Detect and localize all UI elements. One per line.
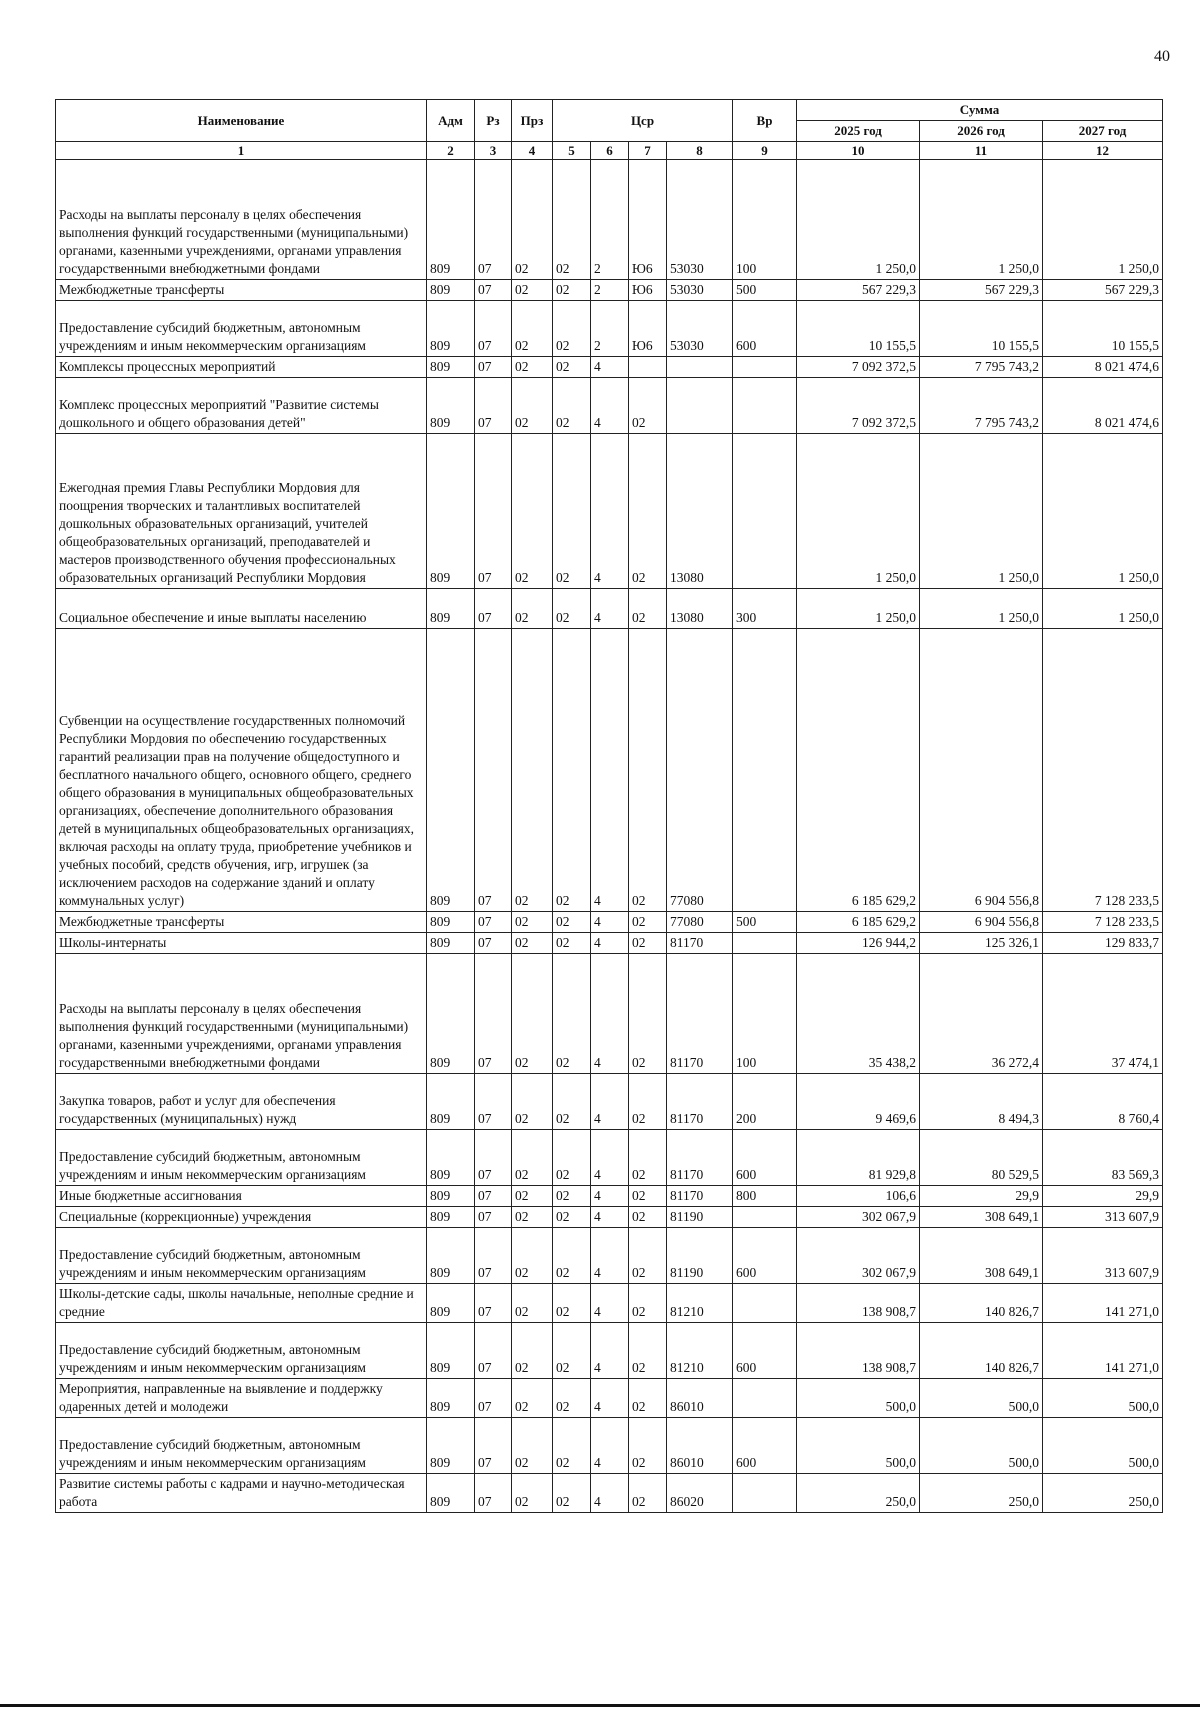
cell-c5: 02	[553, 1474, 591, 1513]
cell-prz: 02	[512, 1186, 553, 1207]
cell-name: Предоставление субсидий бюджетным, автономным учреждениям и иным некоммерческим организациям	[56, 1418, 427, 1474]
cell-s2026: 250,0	[920, 1474, 1043, 1513]
cell-c5: 02	[553, 933, 591, 954]
cell-prz: 02	[512, 280, 553, 301]
cell-s2026: 1 250,0	[920, 589, 1043, 629]
cell-prz: 02	[512, 1474, 553, 1513]
cell-prz: 02	[512, 1207, 553, 1228]
cell-c8: 53030	[667, 280, 733, 301]
table-row	[56, 1207, 1163, 1228]
cell-name: Специальные (коррекционные) учреждения	[56, 1207, 427, 1228]
cell-s2025: 138 908,7	[797, 1323, 920, 1379]
cell-c8: 86010	[667, 1379, 733, 1418]
cell-c8: 13080	[667, 434, 733, 589]
cell-name: Предоставление субсидий бюджетным, автономным учреждениям и иным некоммерческим организациям	[56, 1130, 427, 1186]
table-row	[56, 954, 1163, 1074]
cell-rz: 07	[475, 378, 512, 434]
cell-adm: 809	[427, 629, 475, 912]
cell-c6: 4	[591, 1474, 629, 1513]
cell-vr	[733, 1474, 797, 1513]
cell-vr: 500	[733, 912, 797, 933]
cell-vr: 100	[733, 954, 797, 1074]
cell-rz: 07	[475, 1228, 512, 1284]
header-sum: Сумма	[797, 100, 1163, 121]
cell-rz: 07	[475, 1379, 512, 1418]
table-row	[56, 357, 1163, 378]
cell-s2026: 1 250,0	[920, 434, 1043, 589]
cell-c6: 4	[591, 1228, 629, 1284]
cell-vr	[733, 629, 797, 912]
cell-c7: 02	[629, 1186, 667, 1207]
cell-s2026: 308 649,1	[920, 1207, 1043, 1228]
cell-name: Комплекс процессных мероприятий "Развитие системы дошкольного и общего образования детей"	[56, 378, 427, 434]
cell-vr: 100	[733, 160, 797, 280]
table-row	[56, 1186, 1163, 1207]
cell-c5: 02	[553, 357, 591, 378]
cell-s2025: 7 092 372,5	[797, 357, 920, 378]
cell-vr: 500	[733, 280, 797, 301]
cell-c7: 02	[629, 954, 667, 1074]
cell-c6: 4	[591, 1130, 629, 1186]
table-row	[56, 589, 1163, 629]
cell-s2026: 10 155,5	[920, 301, 1043, 357]
cell-prz: 02	[512, 589, 553, 629]
cell-rz: 07	[475, 1186, 512, 1207]
scan-edge-line	[0, 1704, 1200, 1707]
cell-c7: 02	[629, 1323, 667, 1379]
cell-name: Межбюджетные трансферты	[56, 912, 427, 933]
cell-vr: 600	[733, 1323, 797, 1379]
cell-c8: 81170	[667, 1074, 733, 1130]
cell-s2025: 138 908,7	[797, 1284, 920, 1323]
cell-vr	[733, 1284, 797, 1323]
cell-adm: 809	[427, 912, 475, 933]
header-name: Наименование	[56, 100, 427, 142]
cell-s2027: 567 229,3	[1043, 280, 1163, 301]
cell-vr	[733, 357, 797, 378]
column-number: 12	[1043, 142, 1163, 160]
header-2025: 2025 год	[797, 121, 920, 142]
cell-adm: 809	[427, 1323, 475, 1379]
cell-adm: 809	[427, 1074, 475, 1130]
cell-adm: 809	[427, 933, 475, 954]
cell-s2027: 313 607,9	[1043, 1228, 1163, 1284]
cell-s2027: 8 760,4	[1043, 1074, 1163, 1130]
column-number: 4	[512, 142, 553, 160]
column-number: 2	[427, 142, 475, 160]
column-number: 6	[591, 142, 629, 160]
table-row	[56, 1418, 1163, 1474]
cell-prz: 02	[512, 1379, 553, 1418]
cell-s2026: 308 649,1	[920, 1228, 1043, 1284]
cell-s2025: 10 155,5	[797, 301, 920, 357]
cell-s2025: 126 944,2	[797, 933, 920, 954]
table-row	[56, 160, 1163, 280]
cell-rz: 07	[475, 280, 512, 301]
cell-s2027: 1 250,0	[1043, 434, 1163, 589]
cell-s2025: 302 067,9	[797, 1228, 920, 1284]
table-row	[56, 1074, 1163, 1130]
cell-prz: 02	[512, 1074, 553, 1130]
cell-s2026: 140 826,7	[920, 1323, 1043, 1379]
cell-c5: 02	[553, 1130, 591, 1186]
cell-s2026: 8 494,3	[920, 1074, 1043, 1130]
cell-s2026: 500,0	[920, 1379, 1043, 1418]
table-row	[56, 434, 1163, 589]
cell-vr: 600	[733, 1130, 797, 1186]
cell-s2026: 567 229,3	[920, 280, 1043, 301]
table-row	[56, 912, 1163, 933]
table-row	[56, 1228, 1163, 1284]
cell-c7: 02	[629, 1207, 667, 1228]
column-number: 7	[629, 142, 667, 160]
cell-s2027: 129 833,7	[1043, 933, 1163, 954]
cell-c8	[667, 378, 733, 434]
cell-s2025: 81 929,8	[797, 1130, 920, 1186]
header-csr: Цср	[553, 100, 733, 142]
cell-s2025: 6 185 629,2	[797, 629, 920, 912]
cell-c6: 4	[591, 1074, 629, 1130]
cell-c7: 02	[629, 1418, 667, 1474]
cell-s2027: 1 250,0	[1043, 589, 1163, 629]
cell-rz: 07	[475, 954, 512, 1074]
cell-rz: 07	[475, 1130, 512, 1186]
cell-c5: 02	[553, 160, 591, 280]
cell-s2027: 500,0	[1043, 1418, 1163, 1474]
cell-s2027: 7 128 233,5	[1043, 912, 1163, 933]
cell-c8: 81170	[667, 954, 733, 1074]
cell-s2027: 141 271,0	[1043, 1323, 1163, 1379]
cell-s2026: 6 904 556,8	[920, 629, 1043, 912]
cell-c5: 02	[553, 1418, 591, 1474]
cell-prz: 02	[512, 357, 553, 378]
header-prz: Прз	[512, 100, 553, 142]
cell-name: Развитие системы работы с кадрами и научно-методическая работа	[56, 1474, 427, 1513]
cell-s2026: 36 272,4	[920, 954, 1043, 1074]
cell-c5: 02	[553, 912, 591, 933]
cell-s2025: 1 250,0	[797, 434, 920, 589]
cell-c5: 02	[553, 1379, 591, 1418]
cell-vr: 200	[733, 1074, 797, 1130]
cell-c6: 4	[591, 912, 629, 933]
cell-name: Межбюджетные трансферты	[56, 280, 427, 301]
cell-s2027: 29,9	[1043, 1186, 1163, 1207]
cell-c5: 02	[553, 434, 591, 589]
cell-adm: 809	[427, 589, 475, 629]
cell-s2026: 80 529,5	[920, 1130, 1043, 1186]
cell-name: Расходы на выплаты персоналу в целях обеспечения выполнения функций государственными (муниципальными) органами, казенными учреждениями, органами управления государственными внебюджетными фондами	[56, 160, 427, 280]
cell-vr	[733, 378, 797, 434]
budget-table	[55, 99, 1163, 1513]
table-row	[56, 933, 1163, 954]
cell-adm: 809	[427, 434, 475, 589]
cell-c5: 02	[553, 1323, 591, 1379]
cell-prz: 02	[512, 378, 553, 434]
cell-rz: 07	[475, 629, 512, 912]
cell-adm: 809	[427, 357, 475, 378]
cell-prz: 02	[512, 912, 553, 933]
header-2026: 2026 год	[920, 121, 1043, 142]
cell-s2027: 141 271,0	[1043, 1284, 1163, 1323]
cell-rz: 07	[475, 912, 512, 933]
cell-c6: 4	[591, 589, 629, 629]
cell-name: Социальное обеспечение и иные выплаты населению	[56, 589, 427, 629]
cell-vr	[733, 1207, 797, 1228]
cell-c8: 81170	[667, 1186, 733, 1207]
cell-s2025: 6 185 629,2	[797, 912, 920, 933]
cell-c6: 4	[591, 1186, 629, 1207]
cell-adm: 809	[427, 1379, 475, 1418]
cell-s2026: 7 795 743,2	[920, 357, 1043, 378]
cell-vr: 600	[733, 1228, 797, 1284]
column-number-row	[56, 142, 1163, 160]
cell-c6: 4	[591, 357, 629, 378]
cell-c6: 4	[591, 378, 629, 434]
cell-s2026: 7 795 743,2	[920, 378, 1043, 434]
cell-name: Ежегодная премия Главы Республики Мордовия для поощрения творческих и талантливых воспитателей дошкольных образовательных организаций, учителей общеобразовательных организаций, преподавателей и мастеров производственного обучения профессиональных образовательных организаций Республики Мордовия	[56, 434, 427, 589]
cell-c6: 4	[591, 1418, 629, 1474]
header-adm: Адм	[427, 100, 475, 142]
cell-rz: 07	[475, 1284, 512, 1323]
column-number: 9	[733, 142, 797, 160]
cell-c8: 81190	[667, 1207, 733, 1228]
cell-rz: 07	[475, 1074, 512, 1130]
table-row	[56, 378, 1163, 434]
cell-s2026: 29,9	[920, 1186, 1043, 1207]
cell-c6: 4	[591, 434, 629, 589]
cell-vr: 800	[733, 1186, 797, 1207]
cell-c8: 53030	[667, 301, 733, 357]
cell-rz: 07	[475, 933, 512, 954]
cell-c8: 81170	[667, 933, 733, 954]
cell-c5: 02	[553, 629, 591, 912]
cell-adm: 809	[427, 1474, 475, 1513]
cell-rz: 07	[475, 1418, 512, 1474]
cell-rz: 07	[475, 434, 512, 589]
table-row	[56, 1130, 1163, 1186]
cell-c6: 4	[591, 629, 629, 912]
cell-s2025: 106,6	[797, 1186, 920, 1207]
cell-prz: 02	[512, 629, 553, 912]
table-row	[56, 1474, 1163, 1513]
cell-rz: 07	[475, 160, 512, 280]
table-row	[56, 629, 1163, 912]
cell-vr	[733, 434, 797, 589]
column-number: 5	[553, 142, 591, 160]
cell-c7: 02	[629, 1379, 667, 1418]
cell-s2025: 500,0	[797, 1418, 920, 1474]
cell-name: Предоставление субсидий бюджетным, автономным учреждениям и иным некоммерческим организациям	[56, 301, 427, 357]
cell-c7: Ю6	[629, 160, 667, 280]
cell-c5: 02	[553, 301, 591, 357]
cell-s2027: 83 569,3	[1043, 1130, 1163, 1186]
cell-vr	[733, 1379, 797, 1418]
cell-c8: 81170	[667, 1130, 733, 1186]
cell-c8: 81210	[667, 1323, 733, 1379]
cell-s2027: 10 155,5	[1043, 301, 1163, 357]
cell-adm: 809	[427, 1228, 475, 1284]
column-number: 10	[797, 142, 920, 160]
cell-rz: 07	[475, 1474, 512, 1513]
cell-c7: 02	[629, 1284, 667, 1323]
cell-c7: 02	[629, 912, 667, 933]
cell-s2026: 125 326,1	[920, 933, 1043, 954]
cell-s2025: 1 250,0	[797, 589, 920, 629]
cell-c8: 77080	[667, 912, 733, 933]
cell-s2025: 35 438,2	[797, 954, 920, 1074]
table-row	[56, 1323, 1163, 1379]
cell-c5: 02	[553, 1074, 591, 1130]
column-number: 8	[667, 142, 733, 160]
column-number: 3	[475, 142, 512, 160]
table-row	[56, 301, 1163, 357]
cell-name: Предоставление субсидий бюджетным, автономным учреждениям и иным некоммерческим организациям	[56, 1323, 427, 1379]
cell-c8: 81190	[667, 1228, 733, 1284]
cell-prz: 02	[512, 1228, 553, 1284]
cell-s2027: 1 250,0	[1043, 160, 1163, 280]
cell-name: Закупка товаров, работ и услуг для обеспечения государственных (муниципальных) нужд	[56, 1074, 427, 1130]
cell-c7: 02	[629, 1474, 667, 1513]
cell-name: Мероприятия, направленные на выявление и поддержку одаренных детей и молодежи	[56, 1379, 427, 1418]
cell-prz: 02	[512, 1284, 553, 1323]
cell-c7: 02	[629, 378, 667, 434]
cell-c8: 86010	[667, 1418, 733, 1474]
cell-adm: 809	[427, 1130, 475, 1186]
page-number: 40	[1154, 48, 1170, 65]
cell-s2025: 7 092 372,5	[797, 378, 920, 434]
cell-c8: 81210	[667, 1284, 733, 1323]
cell-c5: 02	[553, 589, 591, 629]
cell-c6: 4	[591, 1207, 629, 1228]
cell-s2027: 8 021 474,6	[1043, 357, 1163, 378]
column-number: 11	[920, 142, 1043, 160]
cell-c8: 77080	[667, 629, 733, 912]
cell-c5: 02	[553, 1284, 591, 1323]
cell-s2025: 1 250,0	[797, 160, 920, 280]
cell-adm: 809	[427, 1418, 475, 1474]
cell-c7: 02	[629, 1130, 667, 1186]
cell-c6: 4	[591, 1284, 629, 1323]
cell-prz: 02	[512, 954, 553, 1074]
cell-prz: 02	[512, 1130, 553, 1186]
cell-s2027: 500,0	[1043, 1379, 1163, 1418]
cell-c7: 02	[629, 434, 667, 589]
column-number: 1	[56, 142, 427, 160]
cell-c6: 2	[591, 280, 629, 301]
cell-vr: 600	[733, 1418, 797, 1474]
header-vr: Вр	[733, 100, 797, 142]
cell-c8	[667, 357, 733, 378]
cell-s2026: 6 904 556,8	[920, 912, 1043, 933]
cell-rz: 07	[475, 589, 512, 629]
cell-c5: 02	[553, 280, 591, 301]
cell-c5: 02	[553, 1186, 591, 1207]
cell-name: Школы-интернаты	[56, 933, 427, 954]
cell-c7	[629, 357, 667, 378]
cell-vr	[733, 933, 797, 954]
cell-c6: 4	[591, 954, 629, 1074]
cell-prz: 02	[512, 933, 553, 954]
cell-c6: 2	[591, 160, 629, 280]
cell-s2026: 140 826,7	[920, 1284, 1043, 1323]
cell-adm: 809	[427, 160, 475, 280]
cell-prz: 02	[512, 434, 553, 589]
cell-adm: 809	[427, 301, 475, 357]
cell-name: Иные бюджетные ассигнования	[56, 1186, 427, 1207]
cell-c6: 2	[591, 301, 629, 357]
table-row	[56, 1379, 1163, 1418]
cell-c7: Ю6	[629, 301, 667, 357]
cell-adm: 809	[427, 378, 475, 434]
cell-vr: 600	[733, 301, 797, 357]
cell-s2025: 250,0	[797, 1474, 920, 1513]
table-row	[56, 1284, 1163, 1323]
cell-c5: 02	[553, 1228, 591, 1284]
cell-s2026: 1 250,0	[920, 160, 1043, 280]
cell-c7: 02	[629, 629, 667, 912]
cell-c7: 02	[629, 1074, 667, 1130]
cell-adm: 809	[427, 1284, 475, 1323]
cell-s2025: 500,0	[797, 1379, 920, 1418]
cell-s2027: 37 474,1	[1043, 954, 1163, 1074]
cell-name: Предоставление субсидий бюджетным, автономным учреждениям и иным некоммерческим организациям	[56, 1228, 427, 1284]
cell-adm: 809	[427, 1207, 475, 1228]
cell-c6: 4	[591, 1323, 629, 1379]
cell-adm: 809	[427, 280, 475, 301]
cell-c7: 02	[629, 933, 667, 954]
cell-s2027: 7 128 233,5	[1043, 629, 1163, 912]
cell-adm: 809	[427, 1186, 475, 1207]
cell-c5: 02	[553, 1207, 591, 1228]
cell-c7: Ю6	[629, 280, 667, 301]
cell-rz: 07	[475, 1207, 512, 1228]
cell-rz: 07	[475, 357, 512, 378]
cell-rz: 07	[475, 301, 512, 357]
cell-prz: 02	[512, 160, 553, 280]
cell-name: Школы-детские сады, школы начальные, неполные средние и средние	[56, 1284, 427, 1323]
cell-c7: 02	[629, 1228, 667, 1284]
cell-prz: 02	[512, 1418, 553, 1474]
cell-c8: 13080	[667, 589, 733, 629]
header-2027: 2027 год	[1043, 121, 1163, 142]
cell-prz: 02	[512, 1323, 553, 1379]
cell-s2025: 302 067,9	[797, 1207, 920, 1228]
cell-vr: 300	[733, 589, 797, 629]
cell-prz: 02	[512, 301, 553, 357]
cell-name: Комплексы процессных мероприятий	[56, 357, 427, 378]
cell-rz: 07	[475, 1323, 512, 1379]
cell-c6: 4	[591, 933, 629, 954]
cell-c6: 4	[591, 1379, 629, 1418]
cell-s2027: 8 021 474,6	[1043, 378, 1163, 434]
cell-adm: 809	[427, 954, 475, 1074]
cell-name: Расходы на выплаты персоналу в целях обеспечения выполнения функций государственными (муниципальными) органами, казенными учреждениями, органами управления государственными внебюджетными фондами	[56, 954, 427, 1074]
cell-s2025: 567 229,3	[797, 280, 920, 301]
cell-c8: 53030	[667, 160, 733, 280]
cell-s2026: 500,0	[920, 1418, 1043, 1474]
header-rz: Рз	[475, 100, 512, 142]
cell-name: Субвенции на осуществление государственных полномочий Республики Мордовия по обеспечению государственных гарантий реализации прав на получение общедоступного и бесплатного начального общего, основного общего, среднего общего образования в муниципальных общеобразовательных организациях, обеспечение дополнительного образования детей в муниципальных общеобразовательных организациях, включая расходы на оплату труда, приобретение учебников и учебных пособий, средств обучения, игр, игрушек (за исключением расходов на содержание зданий и оплату коммунальных услуг)	[56, 629, 427, 912]
cell-s2027: 313 607,9	[1043, 1207, 1163, 1228]
cell-c5: 02	[553, 954, 591, 1074]
table-row	[56, 280, 1163, 301]
cell-c8: 86020	[667, 1474, 733, 1513]
cell-c5: 02	[553, 378, 591, 434]
cell-s2025: 9 469,6	[797, 1074, 920, 1130]
cell-c7: 02	[629, 589, 667, 629]
cell-s2027: 250,0	[1043, 1474, 1163, 1513]
